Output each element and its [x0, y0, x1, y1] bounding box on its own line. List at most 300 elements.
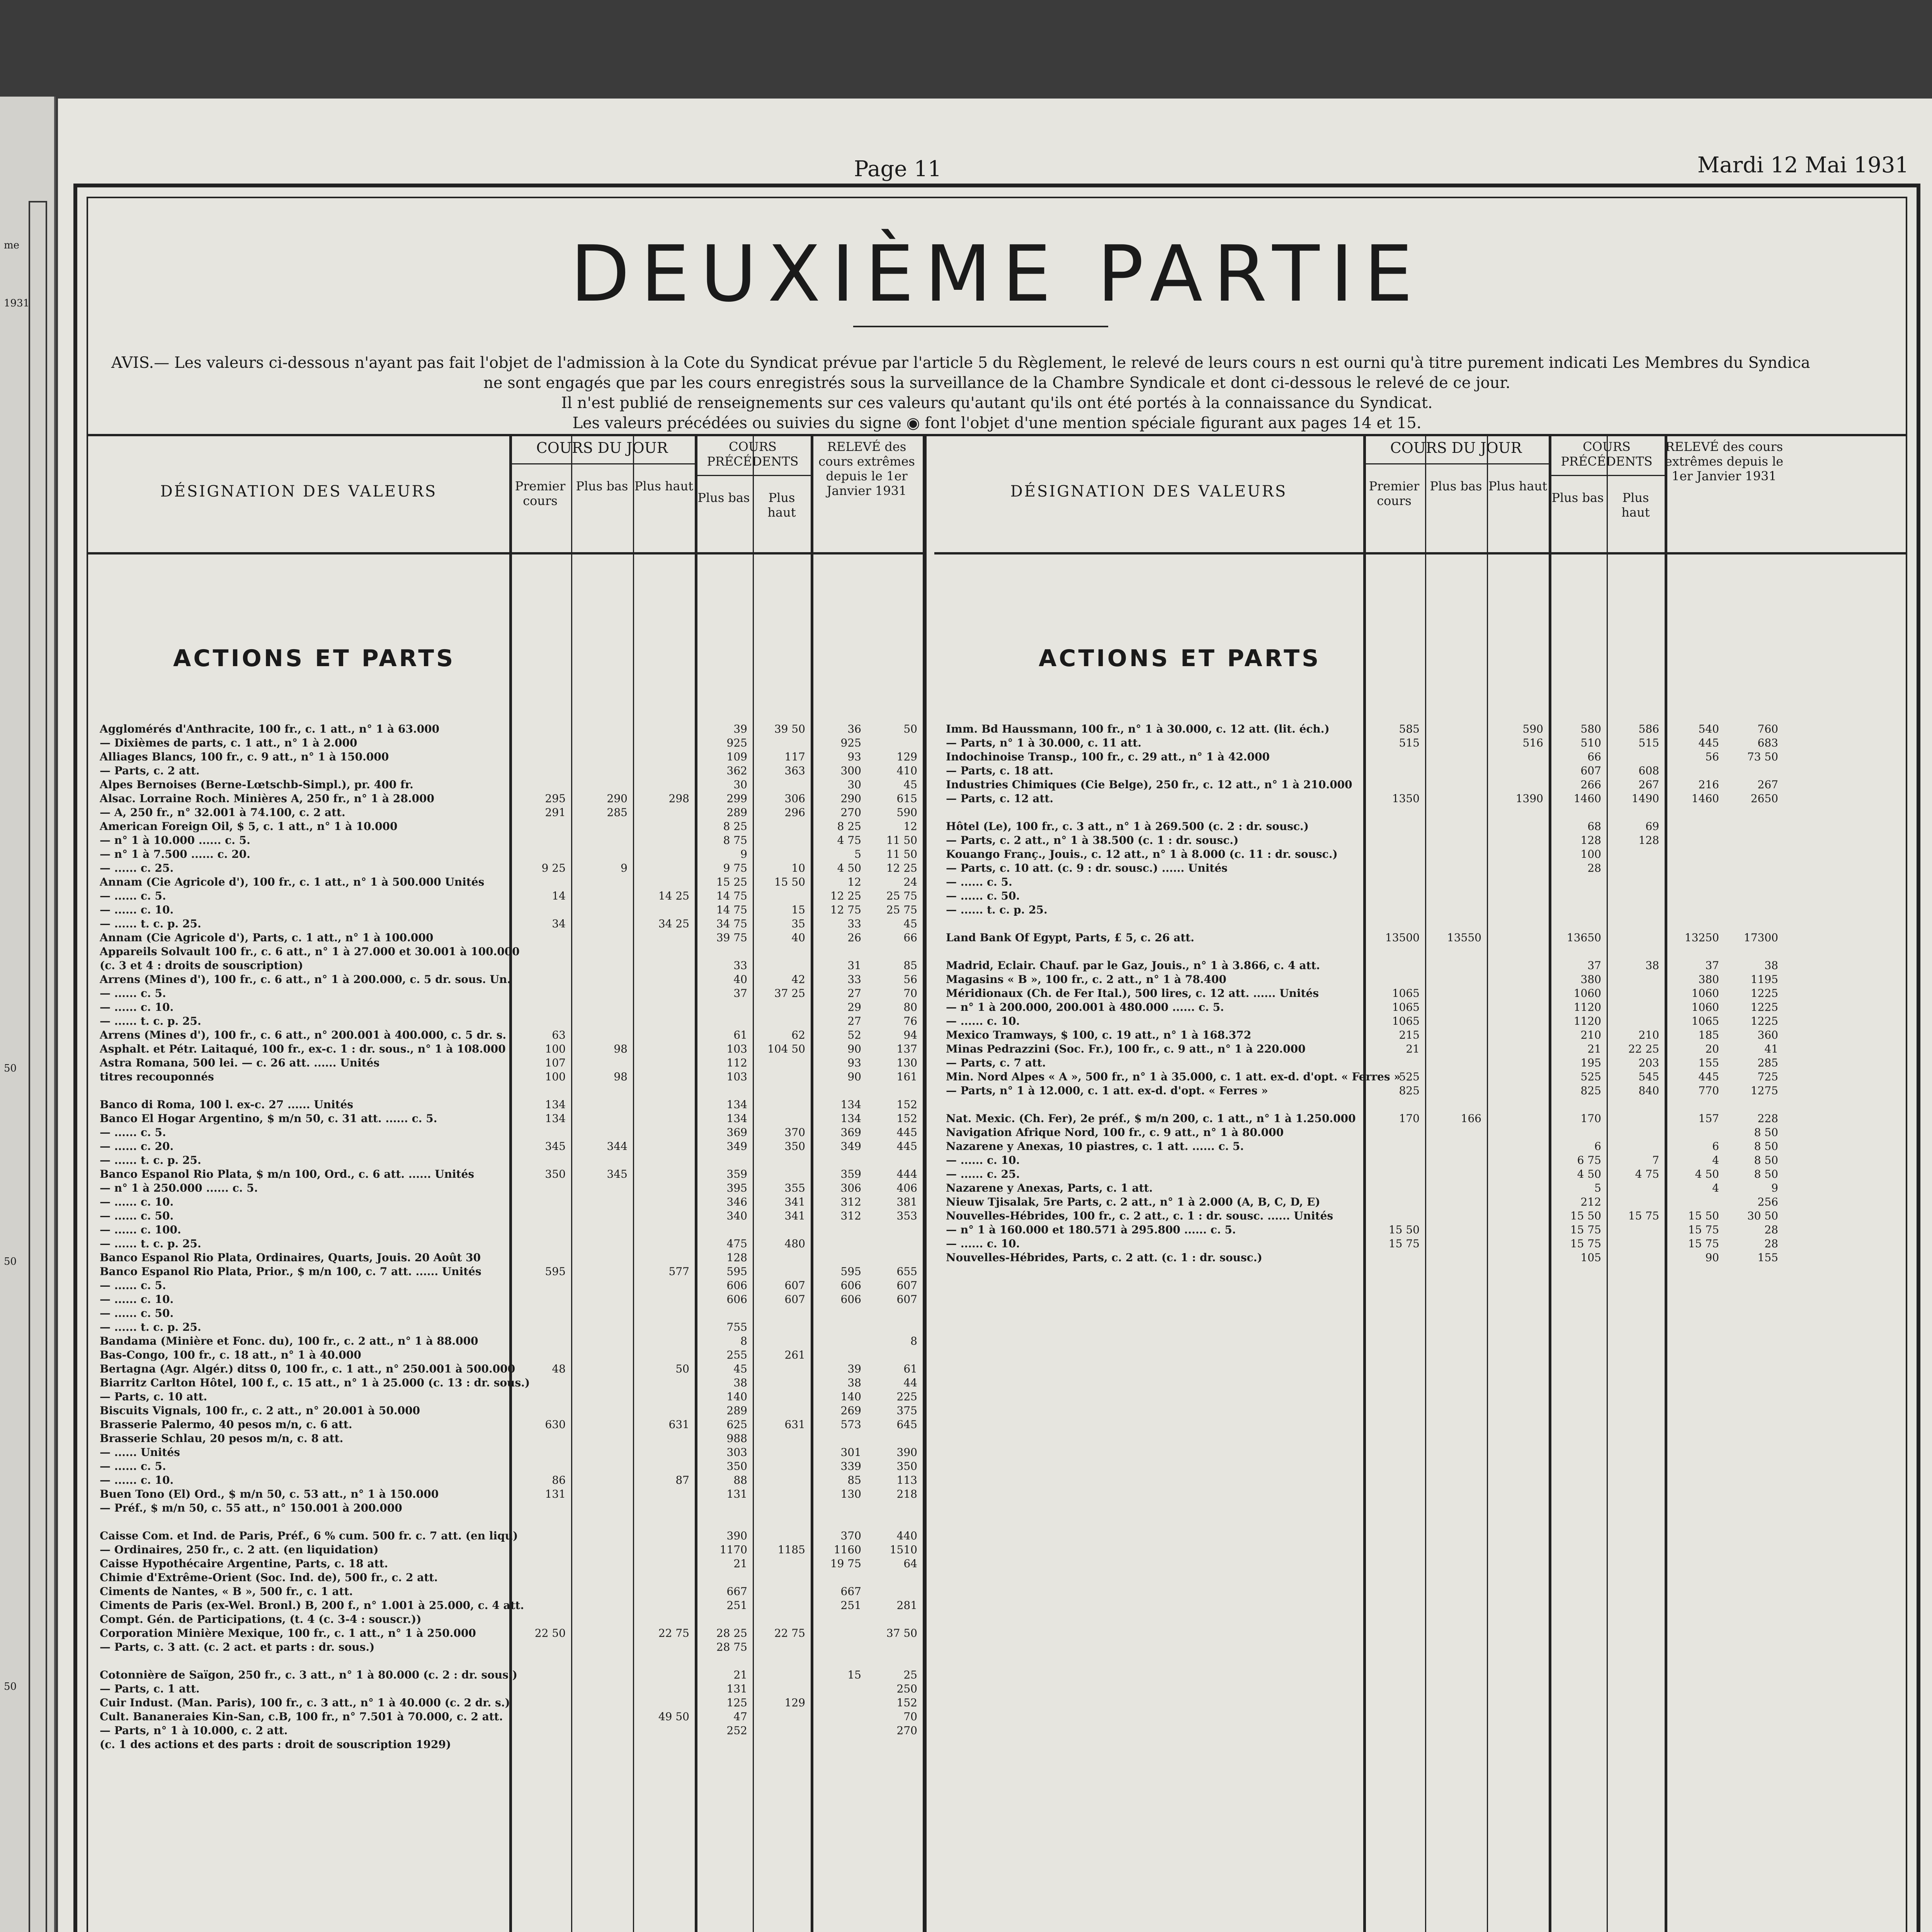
- security-name: Banco Espanol Rio Plata, Prior., $ m/n 100, c. 7 att. ...... Unités: [100, 1265, 481, 1278]
- security-name: — n° 1 à 200.000, 200.001 à 480.000 ...... c. 5.: [946, 1001, 1224, 1014]
- quotation-table: [88, 434, 1906, 1932]
- table-row: [88, 1195, 923, 1209]
- price-cell: 607: [896, 1293, 917, 1306]
- price-cell: 296: [784, 806, 805, 819]
- price-cell: 300: [840, 764, 861, 777]
- table-row: [934, 847, 1906, 861]
- table-row: [88, 847, 923, 861]
- table-row: [88, 1418, 923, 1432]
- price-cell: 20: [1705, 1043, 1719, 1055]
- price-cell: 1065: [1392, 987, 1420, 1000]
- price-cell: 137: [896, 1043, 917, 1055]
- table-row: [934, 1070, 1906, 1084]
- price-cell: 14: [552, 889, 566, 902]
- price-cell: 8 25: [723, 820, 747, 833]
- price-cell: 39 75: [716, 931, 747, 944]
- price-cell: 256: [1757, 1196, 1778, 1208]
- security-name: Imm. Bd Haussmann, 100 fr., n° 1 à 30.000, c. 12 att. (lit. éch.): [946, 723, 1330, 735]
- table-row: [934, 931, 1906, 945]
- price-cell: 445: [896, 1126, 917, 1139]
- price-cell: 252: [726, 1724, 747, 1737]
- price-cell: 15: [847, 1668, 861, 1681]
- table-row: [88, 1084, 923, 1098]
- price-cell: 98: [614, 1043, 628, 1055]
- price-cell: 1120: [1573, 1001, 1601, 1014]
- price-cell: 255: [726, 1349, 747, 1361]
- table-row: [88, 945, 923, 959]
- price-cell: 50: [675, 1362, 689, 1375]
- price-cell: 6 75: [1577, 1154, 1601, 1167]
- price-cell: 390: [726, 1529, 747, 1542]
- price-cell: 345: [607, 1168, 628, 1180]
- security-name: Cotonnière de Saïgon, 250 fr., c. 3 att., n° 1 à 80.000 (c. 2 : dr. sous.): [100, 1668, 518, 1681]
- price-cell: 152: [896, 1098, 917, 1111]
- table-row: [934, 1223, 1906, 1237]
- security-name: — n° 1 à 10.000 ...... c. 5.: [100, 834, 250, 847]
- price-cell: 251: [840, 1599, 861, 1612]
- price-cell: 109: [726, 750, 747, 763]
- price-cell: 44: [903, 1376, 917, 1389]
- price-cell: 291: [545, 806, 566, 819]
- price-cell: 33: [733, 959, 747, 972]
- price-cell: 152: [896, 1112, 917, 1125]
- price-cell: 107: [545, 1056, 566, 1069]
- table-row: [934, 861, 1906, 875]
- table-row: [88, 764, 923, 778]
- table-row: [88, 1696, 923, 1710]
- security-name: Banco El Hogar Argentino, $ m/n 50, c. 31 att. ...... c. 5.: [100, 1112, 437, 1125]
- price-cell: 410: [896, 764, 917, 777]
- price-cell: 134: [545, 1098, 566, 1111]
- security-name: — ...... c. 25.: [946, 1168, 1020, 1180]
- section-title: ACTIONS ET PARTS: [1039, 645, 1321, 672]
- price-cell: 655: [896, 1265, 917, 1278]
- price-cell: 166: [1461, 1112, 1481, 1125]
- table-row: [934, 875, 1906, 889]
- prev-page-fragment: 50: [4, 1256, 17, 1267]
- price-cell: 369: [840, 1126, 861, 1139]
- cours-precedents-header: COURS PRÉCÉDENTS: [707, 439, 799, 469]
- price-cell: 140: [840, 1390, 861, 1403]
- column-headers: [934, 436, 1906, 554]
- price-cell: 134: [726, 1098, 747, 1111]
- security-name: — Dixièmes de parts, c. 1 att., n° 1 à 2.000: [100, 736, 357, 749]
- notice-line: ne sont engagés que par les cours enregistrés sous la surveillance de la Chambre Syndicale et dont ci-dessous le relevé de ce jour.: [483, 374, 1510, 392]
- plus-haut-header: Plus haut: [634, 479, 694, 493]
- security-name: — Parts, n° 1 à 10.000, c. 2 att.: [100, 1724, 288, 1737]
- price-cell: 1120: [1573, 1015, 1601, 1027]
- section-title: ACTIONS ET PARTS: [173, 645, 456, 672]
- table-row: [934, 1153, 1906, 1167]
- price-cell: 17300: [1743, 931, 1778, 944]
- price-cell: 8 50: [1754, 1126, 1778, 1139]
- price-cell: 1510: [889, 1543, 917, 1556]
- table-row: [934, 1112, 1906, 1126]
- price-cell: 12: [903, 820, 917, 833]
- price-cell: 298: [668, 792, 689, 805]
- price-cell: 37: [1705, 959, 1719, 972]
- price-cell: 510: [1580, 736, 1601, 749]
- security-name: — ...... c. 50.: [946, 889, 1020, 902]
- security-name: Biarritz Carlton Hôtel, 100 f., c. 15 att., n° 1 à 25.000 (c. 13 : dr. sous.): [100, 1376, 530, 1389]
- security-name: — Parts, c. 1 att.: [100, 1682, 200, 1695]
- price-cell: 515: [1399, 736, 1420, 749]
- security-name: American Foreign Oil, $ 5, c. 1 att., n° 1 à 10.000: [100, 820, 398, 833]
- page-title: DEUXIÈME PARTIE: [570, 229, 1424, 319]
- price-cell: 390: [896, 1446, 917, 1459]
- price-cell: 1170: [719, 1543, 747, 1556]
- security-name: Astra Romana, 500 lei. — c. 26 att. ...... Unités: [100, 1056, 380, 1069]
- price-cell: 312: [840, 1209, 861, 1222]
- table-row: [88, 1167, 923, 1181]
- price-cell: 370: [784, 1126, 805, 1139]
- price-cell: 8 75: [723, 834, 747, 847]
- table-row: [934, 889, 1906, 903]
- table-row: [88, 1098, 923, 1112]
- security-name: Chimie d'Extrême-Orient (Soc. Ind. de), 500 fr., c. 2 att.: [100, 1571, 438, 1584]
- price-cell: 12 25: [886, 862, 917, 874]
- table-row: [88, 1557, 923, 1571]
- price-cell: 15: [791, 903, 805, 916]
- price-cell: 445: [1698, 736, 1719, 749]
- table-row: [88, 1668, 923, 1682]
- security-name: Industries Chimiques (Cie Belge), 250 fr., c. 12 att., n° 1 à 210.000: [946, 778, 1352, 791]
- price-cell: 250: [896, 1682, 917, 1695]
- price-cell: 140: [726, 1390, 747, 1403]
- price-cell: 290: [607, 792, 628, 805]
- price-cell: 266: [1580, 778, 1601, 791]
- table-row: [88, 750, 923, 764]
- price-cell: 606: [726, 1279, 747, 1292]
- table-row: [934, 1098, 1906, 1112]
- price-cell: 590: [1522, 723, 1543, 735]
- table-row: [88, 1459, 923, 1473]
- price-cell: 103: [726, 1043, 747, 1055]
- table-row: [88, 1126, 923, 1139]
- security-name: Nouvelles-Hébrides, Parts, c. 2 att. (c. 1 : dr. sousc.): [946, 1251, 1262, 1264]
- price-cell: 38: [733, 1376, 747, 1389]
- price-cell: 19 75: [830, 1557, 861, 1570]
- price-cell: 94: [903, 1029, 917, 1041]
- security-name: Land Bank Of Egypt, Parts, £ 5, c. 26 att.: [946, 931, 1194, 944]
- table-row: [88, 1265, 923, 1279]
- security-name: Agglomérés d'Anthracite, 100 fr., c. 1 att., n° 1 à 63.000: [100, 723, 440, 735]
- price-cell: 355: [784, 1182, 805, 1194]
- price-cell: 15 75: [1688, 1223, 1719, 1236]
- price-cell: 13650: [1566, 931, 1601, 944]
- price-cell: 155: [1698, 1056, 1719, 1069]
- table-row: [88, 986, 923, 1000]
- price-cell: 15 75: [1570, 1237, 1601, 1250]
- price-cell: 1225: [1750, 1001, 1778, 1014]
- security-name: (c. 3 et 4 : droits de souscription): [100, 959, 303, 972]
- price-cell: 261: [784, 1349, 805, 1361]
- premier-cours-header: Premier cours: [515, 479, 566, 508]
- price-cell: 281: [896, 1599, 917, 1612]
- price-cell: 73 50: [1747, 750, 1778, 763]
- price-cell: 28: [1764, 1223, 1778, 1236]
- price-cell: 36: [847, 723, 861, 735]
- security-name: Hôtel (Le), 100 fr., c. 3 att., n° 1 à 269.500 (c. 2 : dr. sousc.): [946, 820, 1309, 833]
- security-name: — ...... c. 50.: [100, 1209, 174, 1222]
- price-cell: 22 75: [658, 1627, 689, 1639]
- price-cell: 525: [1399, 1070, 1420, 1083]
- table-row: [88, 1585, 923, 1599]
- price-cell: 363: [784, 764, 805, 777]
- price-cell: 15 50: [1388, 1223, 1420, 1236]
- designation-header: DÉSIGNATION DES VALEURS: [160, 483, 437, 500]
- price-cell: 10: [791, 862, 805, 874]
- price-cell: 86: [552, 1474, 566, 1486]
- price-cell: 21: [733, 1668, 747, 1681]
- security-name: Caisse Com. et Ind. de Paris, Préf., 6 % cum. 500 fr. c. 7 att. (en liqu): [100, 1529, 518, 1542]
- table-row: [88, 778, 923, 792]
- price-cell: 21: [1587, 1043, 1601, 1055]
- price-cell: 128: [726, 1251, 747, 1264]
- price-cell: 350: [784, 1140, 805, 1153]
- price-cell: 760: [1757, 723, 1778, 735]
- security-name: Bas-Congo, 100 fr., c. 18 att., n° 1 à 40.000: [100, 1349, 361, 1361]
- price-cell: 93: [847, 750, 861, 763]
- table-row: [88, 1139, 923, 1153]
- security-name: — ...... t. c. p. 25.: [100, 917, 201, 930]
- prev-page-fragment: 50: [4, 1681, 17, 1692]
- table-row: [934, 1209, 1906, 1223]
- price-cell: 580: [1580, 723, 1601, 735]
- price-cell: 440: [896, 1529, 917, 1542]
- price-cell: 359: [840, 1168, 861, 1180]
- price-cell: 269: [840, 1404, 861, 1417]
- security-name: Bertagna (Agr. Algér.) ditss 0, 100 fr., c. 1 att., n° 250.001 à 500.000: [100, 1362, 515, 1375]
- table-row: [934, 1167, 1906, 1181]
- table-row: [934, 1139, 1906, 1153]
- price-cell: 34 25: [658, 917, 689, 930]
- price-cell: 4 75: [1635, 1168, 1659, 1180]
- security-name: — ...... c. 5.: [100, 1460, 166, 1473]
- price-cell: 203: [1638, 1056, 1659, 1069]
- price-cell: 595: [726, 1265, 747, 1278]
- price-cell: 349: [726, 1140, 747, 1153]
- price-cell: 212: [1580, 1196, 1601, 1208]
- security-name: — ...... c. 10.: [100, 1293, 174, 1306]
- table-row: [934, 1251, 1906, 1265]
- price-cell: 40: [733, 973, 747, 986]
- price-cell: 1460: [1691, 792, 1719, 805]
- price-cell: 608: [1638, 764, 1659, 777]
- table-row: [934, 1181, 1906, 1195]
- table-row: [88, 1293, 923, 1306]
- security-name: Nieuw Tjisalak, 5re Parts, c. 2 att., n° 1 à 2.000 (A, B, C, D, E): [946, 1196, 1320, 1208]
- price-cell: 21: [733, 1557, 747, 1570]
- price-cell: 76: [903, 1015, 917, 1027]
- security-name: Mexico Tramways, $ 100, c. 19 att., n° 1 à 168.372: [946, 1029, 1252, 1041]
- notice-block: [111, 353, 1883, 433]
- price-cell: 606: [726, 1293, 747, 1306]
- price-cell: 15 50: [1688, 1209, 1719, 1222]
- price-cell: 755: [726, 1321, 747, 1333]
- price-cell: 350: [896, 1460, 917, 1473]
- table-row: [88, 1070, 923, 1084]
- security-name: — ...... c. 5.: [946, 876, 1012, 888]
- table-row: [88, 1738, 923, 1752]
- plus-bas-header: Plus bas: [1430, 479, 1482, 493]
- price-cell: 131: [545, 1488, 566, 1500]
- price-cell: 270: [896, 1724, 917, 1737]
- security-name: Madrid, Eclair. Chauf. par le Gaz, Jouis., n° 1 à 3.866, c. 4 att.: [946, 959, 1320, 972]
- price-cell: 369: [726, 1126, 747, 1139]
- price-cell: 37 50: [886, 1627, 917, 1639]
- price-cell: 39 50: [774, 723, 805, 735]
- price-cell: 38: [1645, 959, 1659, 972]
- price-cell: 90: [847, 1070, 861, 1083]
- security-name: Nat. Mexic. (Ch. Fer), 2e préf., $ m/n 200, c. 1 att., n° 1 à 1.250.000: [946, 1112, 1356, 1125]
- security-name: Caisse Hypothécaire Argentine, Parts, c. 18 att.: [100, 1557, 388, 1570]
- price-cell: 14 25: [658, 889, 689, 902]
- security-name: — n° 1 à 7.500 ...... c. 20.: [100, 848, 250, 861]
- security-name: — Parts, c. 18 att.: [946, 764, 1054, 777]
- security-name: — Ordinaires, 250 fr., c. 2 att. (en liquidation): [100, 1543, 379, 1556]
- row-list: [88, 722, 923, 1752]
- price-cell: 216: [1698, 778, 1719, 791]
- price-cell: 85: [903, 959, 917, 972]
- left-table: [88, 436, 927, 1932]
- price-cell: 545: [1638, 1070, 1659, 1083]
- table-row: [88, 931, 923, 945]
- price-cell: 129: [784, 1696, 805, 1709]
- security-name: Alsac. Lorraine Roch. Minières A, 250 fr., n° 1 à 28.000: [100, 792, 435, 805]
- price-cell: 64: [903, 1557, 917, 1570]
- price-cell: 31: [847, 959, 861, 972]
- price-cell: 825: [1399, 1084, 1420, 1097]
- price-cell: 28 75: [716, 1641, 747, 1653]
- price-cell: 47: [733, 1710, 747, 1723]
- price-cell: 8: [910, 1335, 917, 1347]
- table-row: [88, 736, 923, 750]
- security-name: — Parts, c. 2 att., n° 1 à 38.500 (c. 1 : dr. sousc.): [946, 834, 1239, 847]
- price-cell: 4 50: [837, 862, 861, 874]
- security-name: Annam (Cie Agricole d'), Parts, c. 1 att., n° 1 à 100.000: [100, 931, 434, 944]
- price-cell: 590: [896, 806, 917, 819]
- price-cell: 56: [903, 973, 917, 986]
- price-cell: 49 50: [658, 1710, 689, 1723]
- price-cell: 9 25: [541, 862, 566, 874]
- price-cell: 98: [614, 1070, 628, 1083]
- price-cell: 350: [545, 1168, 566, 1180]
- price-cell: 37 25: [774, 987, 805, 1000]
- security-name: — A, 250 fr., n° 32.001 à 74.100, c. 2 att.: [100, 806, 345, 819]
- price-cell: 445: [896, 1140, 917, 1153]
- price-cell: 210: [1580, 1029, 1601, 1041]
- table-row: [934, 736, 1906, 750]
- security-name: Nouvelles-Hébrides, 100 fr., c. 2 att., c. 1 : dr. sousc. ...... Unités: [946, 1209, 1333, 1222]
- price-cell: 267: [1638, 778, 1659, 791]
- price-cell: 267: [1757, 778, 1778, 791]
- price-cell: 128: [1580, 834, 1601, 847]
- table-row: [934, 820, 1906, 833]
- price-cell: 306: [784, 792, 805, 805]
- price-cell: 353: [896, 1209, 917, 1222]
- price-cell: 475: [726, 1237, 747, 1250]
- table-row: [934, 764, 1906, 778]
- price-cell: 40: [791, 931, 805, 944]
- security-name: — ...... c. 10.: [946, 1237, 1020, 1250]
- price-cell: 15 50: [1570, 1209, 1601, 1222]
- price-cell: 25 75: [886, 889, 917, 902]
- security-name: — ...... c. 10.: [100, 903, 174, 916]
- price-cell: 1065: [1392, 1015, 1420, 1027]
- price-cell: 301: [840, 1446, 861, 1459]
- table-row: [934, 778, 1906, 792]
- table-row: [88, 833, 923, 847]
- price-cell: 88: [733, 1474, 747, 1486]
- price-cell: 125: [726, 1696, 747, 1709]
- page-frame: [73, 184, 1920, 1932]
- price-cell: 988: [726, 1432, 747, 1445]
- price-cell: 341: [784, 1196, 805, 1208]
- security-name: — Parts, c. 2 att.: [100, 764, 200, 777]
- price-cell: 770: [1698, 1084, 1719, 1097]
- price-cell: 625: [726, 1418, 747, 1431]
- security-name: Banco Espanol Rio Plata, Ordinaires, Quarts, Jouis. 20 Août 30: [100, 1251, 481, 1264]
- price-cell: 68: [1587, 820, 1601, 833]
- table-row: [88, 875, 923, 889]
- price-cell: 85: [847, 1474, 861, 1486]
- price-cell: 103: [726, 1070, 747, 1083]
- security-name: — ...... c. 5.: [100, 889, 166, 902]
- table-row: [934, 945, 1906, 959]
- price-cell: 22 25: [1628, 1043, 1659, 1055]
- price-cell: 445: [1698, 1070, 1719, 1083]
- security-name: — Parts, n° 1 à 12.000, c. 1 att. ex-d. d'opt. « Ferres »: [946, 1084, 1268, 1097]
- security-name: Biscuits Vignals, 100 fr., c. 2 att., n° 20.001 à 50.000: [100, 1404, 420, 1417]
- price-cell: 90: [847, 1043, 861, 1055]
- security-name: Cuir Indust. (Man. Paris), 100 fr., c. 3 att., n° 1 à 40.000 (c. 2 dr. s.): [100, 1696, 510, 1709]
- price-cell: 30: [847, 778, 861, 791]
- notice-line: Les valeurs précédées ou suivies du signe ◉ font l'objet d'une mention spéciale figurant aux pages 14 et 15.: [572, 414, 1422, 432]
- price-cell: 840: [1638, 1084, 1659, 1097]
- security-name: titres recouponnés: [100, 1070, 214, 1083]
- security-name: Indochinoise Transp., 100 fr., c. 29 att., n° 1 à 42.000: [946, 750, 1270, 763]
- price-cell: 61: [903, 1362, 917, 1375]
- security-name: — ...... t. c. p. 25.: [946, 903, 1048, 916]
- price-cell: 34: [552, 917, 566, 930]
- price-cell: 406: [896, 1182, 917, 1194]
- price-cell: 27: [847, 987, 861, 1000]
- table-row: [88, 1626, 923, 1640]
- price-cell: 130: [840, 1488, 861, 1500]
- security-name: Navigation Afrique Nord, 100 fr., c. 9 att., n° 1 à 80.000: [946, 1126, 1284, 1139]
- security-name: — ...... c. 10.: [946, 1015, 1020, 1027]
- price-cell: 218: [896, 1488, 917, 1500]
- security-name: — Préf., $ m/n 50, c. 55 att., n° 150.001 à 200.000: [100, 1502, 402, 1514]
- column-headers: [88, 436, 923, 554]
- table-row: [88, 1571, 923, 1585]
- price-cell: 66: [903, 931, 917, 944]
- security-name: — Parts, c. 10 att. (c. 9 : dr. sousc.) ...... Unités: [946, 862, 1228, 874]
- price-cell: 381: [896, 1196, 917, 1208]
- table-row: [88, 1404, 923, 1418]
- price-cell: 9 75: [723, 862, 747, 874]
- price-cell: 290: [840, 792, 861, 805]
- price-cell: 134: [840, 1112, 861, 1125]
- price-cell: 70: [903, 1710, 917, 1723]
- security-name: (c. 1 des actions et des parts : droit de souscription 1929): [100, 1738, 451, 1751]
- price-cell: 25 75: [886, 903, 917, 916]
- prev-page-fragment: 50: [4, 1063, 17, 1074]
- security-name: Nazarene y Anexas, Parts, c. 1 att.: [946, 1182, 1153, 1194]
- security-name: Appareils Solvault 100 fr., c. 6 att., n° 1 à 27.000 et 30.001 à 100.000: [100, 945, 520, 958]
- page-date: Mardi 12 Mai 1931: [1697, 153, 1909, 178]
